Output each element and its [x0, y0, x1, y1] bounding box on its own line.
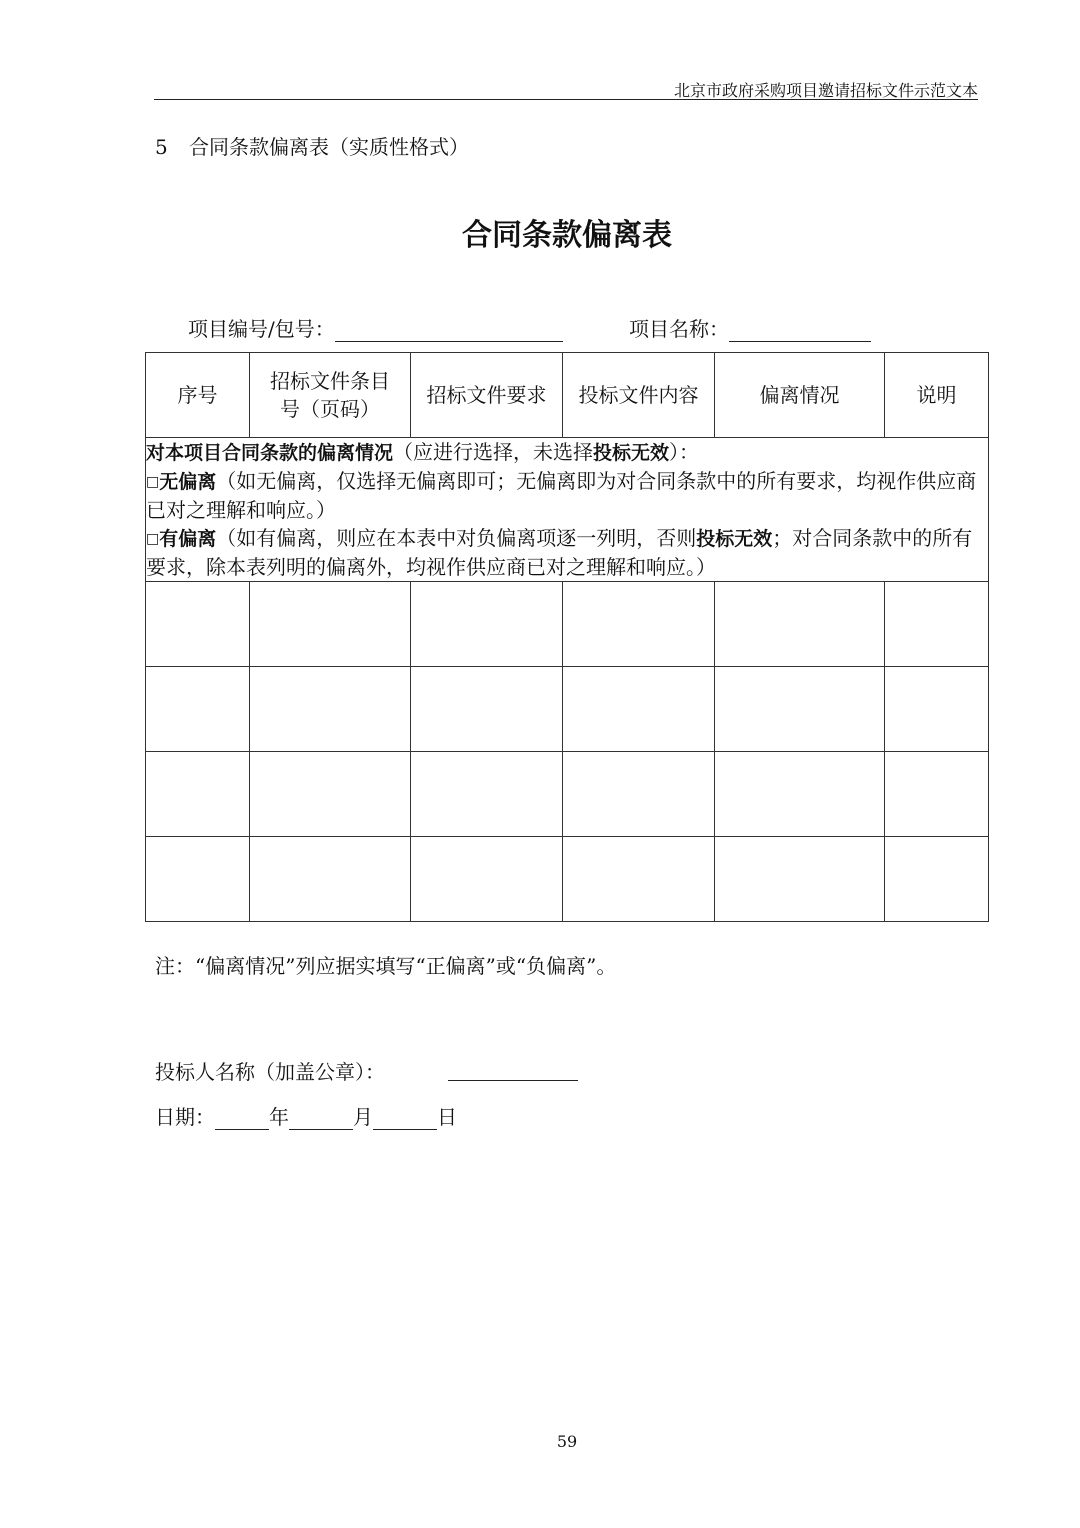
notice-intro: 对本项目合同条款的偏离情况 — [146, 442, 394, 464]
table-cell[interactable] — [885, 837, 989, 922]
col-header-bid-content: 投标文件内容 — [563, 353, 715, 438]
date-field — [155, 1101, 457, 1130]
col-header-serial: 序号 — [146, 353, 250, 438]
table-cell[interactable] — [411, 582, 563, 667]
day-blank[interactable] — [373, 1107, 437, 1130]
no-deviation-checkbox[interactable]: □ — [146, 474, 160, 490]
table-cell[interactable] — [563, 582, 715, 667]
table-cell[interactable] — [715, 752, 885, 837]
table-cell[interactable] — [563, 752, 715, 837]
table-cell[interactable] — [146, 837, 250, 922]
section-title: 合同条款偏离表（实质性格式） — [189, 135, 469, 159]
table-cell[interactable] — [411, 752, 563, 837]
table-row — [146, 667, 989, 752]
bidder-label: 投标人名称（加盖公章）： — [155, 1060, 385, 1084]
table-cell[interactable] — [250, 667, 411, 752]
table-cell[interactable] — [411, 837, 563, 922]
has-deviation-label: 有偏离 — [159, 528, 217, 550]
bidder-field — [155, 1056, 385, 1085]
section-number: 5 — [155, 135, 168, 159]
table-row — [146, 752, 989, 837]
project-name-label: 项目名称： — [629, 317, 729, 341]
has-deviation-checkbox[interactable]: □ — [146, 531, 160, 547]
table-cell[interactable] — [715, 837, 885, 922]
running-header: 北京市政府采购项目邀请招标文件示范文本 — [673, 81, 978, 100]
notice-invalid-2: 投标无效 — [696, 528, 773, 550]
col-header-clause-ref-line1: 招标文件条目 — [270, 369, 390, 393]
table-cell[interactable] — [885, 582, 989, 667]
table-cell[interactable] — [146, 752, 250, 837]
deviation-table — [145, 352, 989, 922]
year-label: 年 — [269, 1105, 289, 1129]
table-cell[interactable] — [715, 667, 885, 752]
table-header-row — [146, 353, 989, 438]
table-cell[interactable] — [715, 582, 885, 667]
project-name-blank[interactable] — [729, 321, 871, 342]
table-cell[interactable] — [250, 837, 411, 922]
year-blank[interactable] — [215, 1107, 269, 1130]
col-header-requirement: 招标文件要求 — [411, 353, 563, 438]
notice-invalid-1: 投标无效 — [593, 442, 670, 464]
month-blank[interactable] — [289, 1107, 353, 1130]
col-header-clause-ref-line2: 号（页码） — [280, 397, 380, 421]
notice-row — [146, 438, 989, 582]
day-label: 日 — [437, 1105, 457, 1129]
table-cell[interactable] — [563, 667, 715, 752]
notice-cell — [146, 438, 989, 582]
col-header-remarks: 说明 — [885, 353, 989, 438]
table-row — [146, 582, 989, 667]
section-heading — [155, 131, 469, 160]
footnote: 注：“偏离情况”列应据实填写“正偏离”或“负偏离”。 — [155, 954, 617, 978]
table-cell[interactable] — [411, 667, 563, 752]
header-rule — [154, 99, 978, 100]
month-label: 月 — [353, 1105, 373, 1129]
col-header-clause-ref — [250, 353, 411, 438]
no-deviation-text: （如无偏离，仅选择无偏离即可；无偏离即为对合同条款中的所有要求，均视作供应商已对之理解和响应。） — [146, 469, 977, 522]
bidder-blank[interactable] — [448, 1080, 578, 1081]
no-deviation-label: 无偏离 — [159, 471, 217, 493]
table-cell[interactable] — [146, 667, 250, 752]
table-cell[interactable] — [146, 582, 250, 667]
col-header-deviation: 偏离情况 — [715, 353, 885, 438]
notice-intro-end: ）： — [669, 440, 700, 464]
project-number-blank[interactable] — [335, 321, 563, 342]
notice-intro-normal: （应进行选择，未选择 — [393, 440, 594, 464]
table-cell[interactable] — [563, 837, 715, 922]
page-number: 59 — [556, 1432, 578, 1451]
project-name-field — [629, 313, 871, 342]
project-number-field — [188, 313, 563, 342]
has-deviation-text-2: ；对合同条款中的所有要求，除本表列明的偏离外，均视作供应商已对之理解和响应。） — [146, 526, 973, 579]
has-deviation-text-1: （如有偏离，则应在本表中对负偏离项逐一列明，否则 — [216, 526, 697, 550]
date-label: 日期： — [155, 1105, 215, 1129]
document-title: 合同条款偏离表 — [462, 218, 672, 253]
project-number-label: 项目编号/包号： — [188, 317, 335, 341]
table-row — [146, 837, 989, 922]
table-cell[interactable] — [250, 582, 411, 667]
table-cell[interactable] — [885, 752, 989, 837]
table-cell[interactable] — [250, 752, 411, 837]
table-cell[interactable] — [885, 667, 989, 752]
